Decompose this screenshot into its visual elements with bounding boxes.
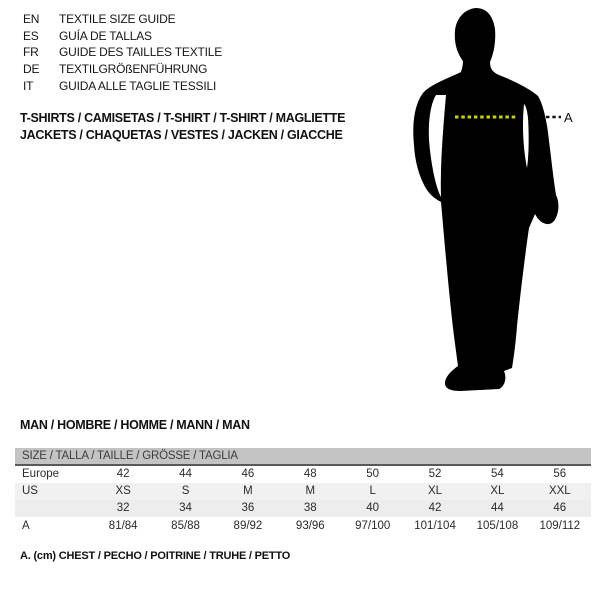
language-label: TEXTILGRÖßENFÜHRUNG (59, 62, 208, 77)
table-cell: XXL (548, 485, 571, 497)
row-label (15, 500, 92, 517)
table-cell: 93/96 (295, 520, 325, 532)
table-cell: XS (115, 485, 131, 497)
category-line-jackets: JACKETS / CHAQUETAS / VESTES / JACKEN / GIACCHE (20, 128, 343, 142)
size-table (15, 448, 591, 536)
table-cell: 101/104 (414, 520, 456, 532)
language-row-en (23, 11, 222, 28)
table-cell: 32 (116, 502, 130, 514)
garment-categories (20, 110, 345, 144)
language-row-fr (23, 44, 222, 61)
man-silhouette (413, 8, 558, 391)
language-label: GUÍA DE TALLAS (59, 28, 152, 43)
table-cell: 54 (491, 468, 504, 480)
table-cell: L (369, 485, 376, 497)
table-cell: 85/88 (171, 520, 200, 532)
row-label: Europe (22, 468, 60, 480)
row-label: US (22, 485, 38, 497)
table-cell: M (243, 485, 253, 497)
table-cell: 46 (553, 502, 567, 514)
language-code: DE (23, 62, 40, 77)
language-list (23, 11, 222, 95)
table-cell: 105/108 (476, 520, 519, 532)
table-cell: 89/92 (233, 520, 263, 532)
table-cell: M (305, 485, 316, 497)
language-label: GUIDA ALLE TAGLIE TESSILI (59, 78, 217, 93)
table-cell: 40 (366, 502, 380, 514)
man-silhouette-figure (400, 0, 600, 400)
table-cell: 48 (303, 468, 317, 480)
table-cell: 44 (179, 468, 192, 480)
section-title-man: MAN / HOMBRE / HOMME / MANN / MAN (20, 418, 250, 432)
table-cell: 56 (553, 468, 567, 480)
table-row-us (15, 483, 591, 500)
table-row-numeric (15, 500, 591, 517)
language-code: FR (23, 45, 39, 60)
table-cell: 38 (303, 502, 317, 514)
table-cell: 52 (428, 468, 442, 480)
table-row-chest-a (15, 517, 591, 536)
table-cell: 46 (241, 468, 255, 480)
table-cell: 36 (241, 502, 255, 514)
table-cell: XL (428, 485, 443, 497)
language-code: IT (23, 78, 34, 93)
row-label: A (22, 520, 30, 532)
category-line-tshirts: T-SHIRTS / CAMISETAS / T-SHIRT / T-SHIRT / MAGLIETTE (20, 111, 346, 125)
table-cell: 81/84 (108, 520, 138, 532)
table-cell: 42 (428, 502, 442, 514)
table-cell: 97/100 (355, 520, 391, 532)
table-cell: 42 (116, 468, 130, 480)
table-cell: XL (490, 485, 505, 497)
language-row-it (23, 78, 222, 95)
table-cell: 109/112 (539, 520, 581, 532)
table-cell: 50 (366, 468, 380, 480)
language-code: ES (23, 28, 39, 43)
language-label: GUIDE DES TAILLES TEXTILE (59, 45, 223, 60)
table-cell: S (181, 485, 190, 497)
language-label: TEXTILE SIZE GUIDE (59, 12, 176, 26)
language-code: EN (23, 12, 40, 26)
language-row-de (23, 61, 222, 78)
table-cell: 44 (491, 502, 504, 514)
measure-label-a: A (564, 110, 573, 125)
chest-footnote: A. (cm) CHEST / PECHO / POITRINE / TRUHE / PETTO (20, 550, 291, 562)
language-row-es (23, 28, 222, 45)
table-row-europe (15, 466, 591, 483)
table-header-size: SIZE / TALLA / TAILLE / GRÖSSE / TAGLIA (15, 448, 591, 466)
table-cell: 34 (179, 502, 192, 514)
